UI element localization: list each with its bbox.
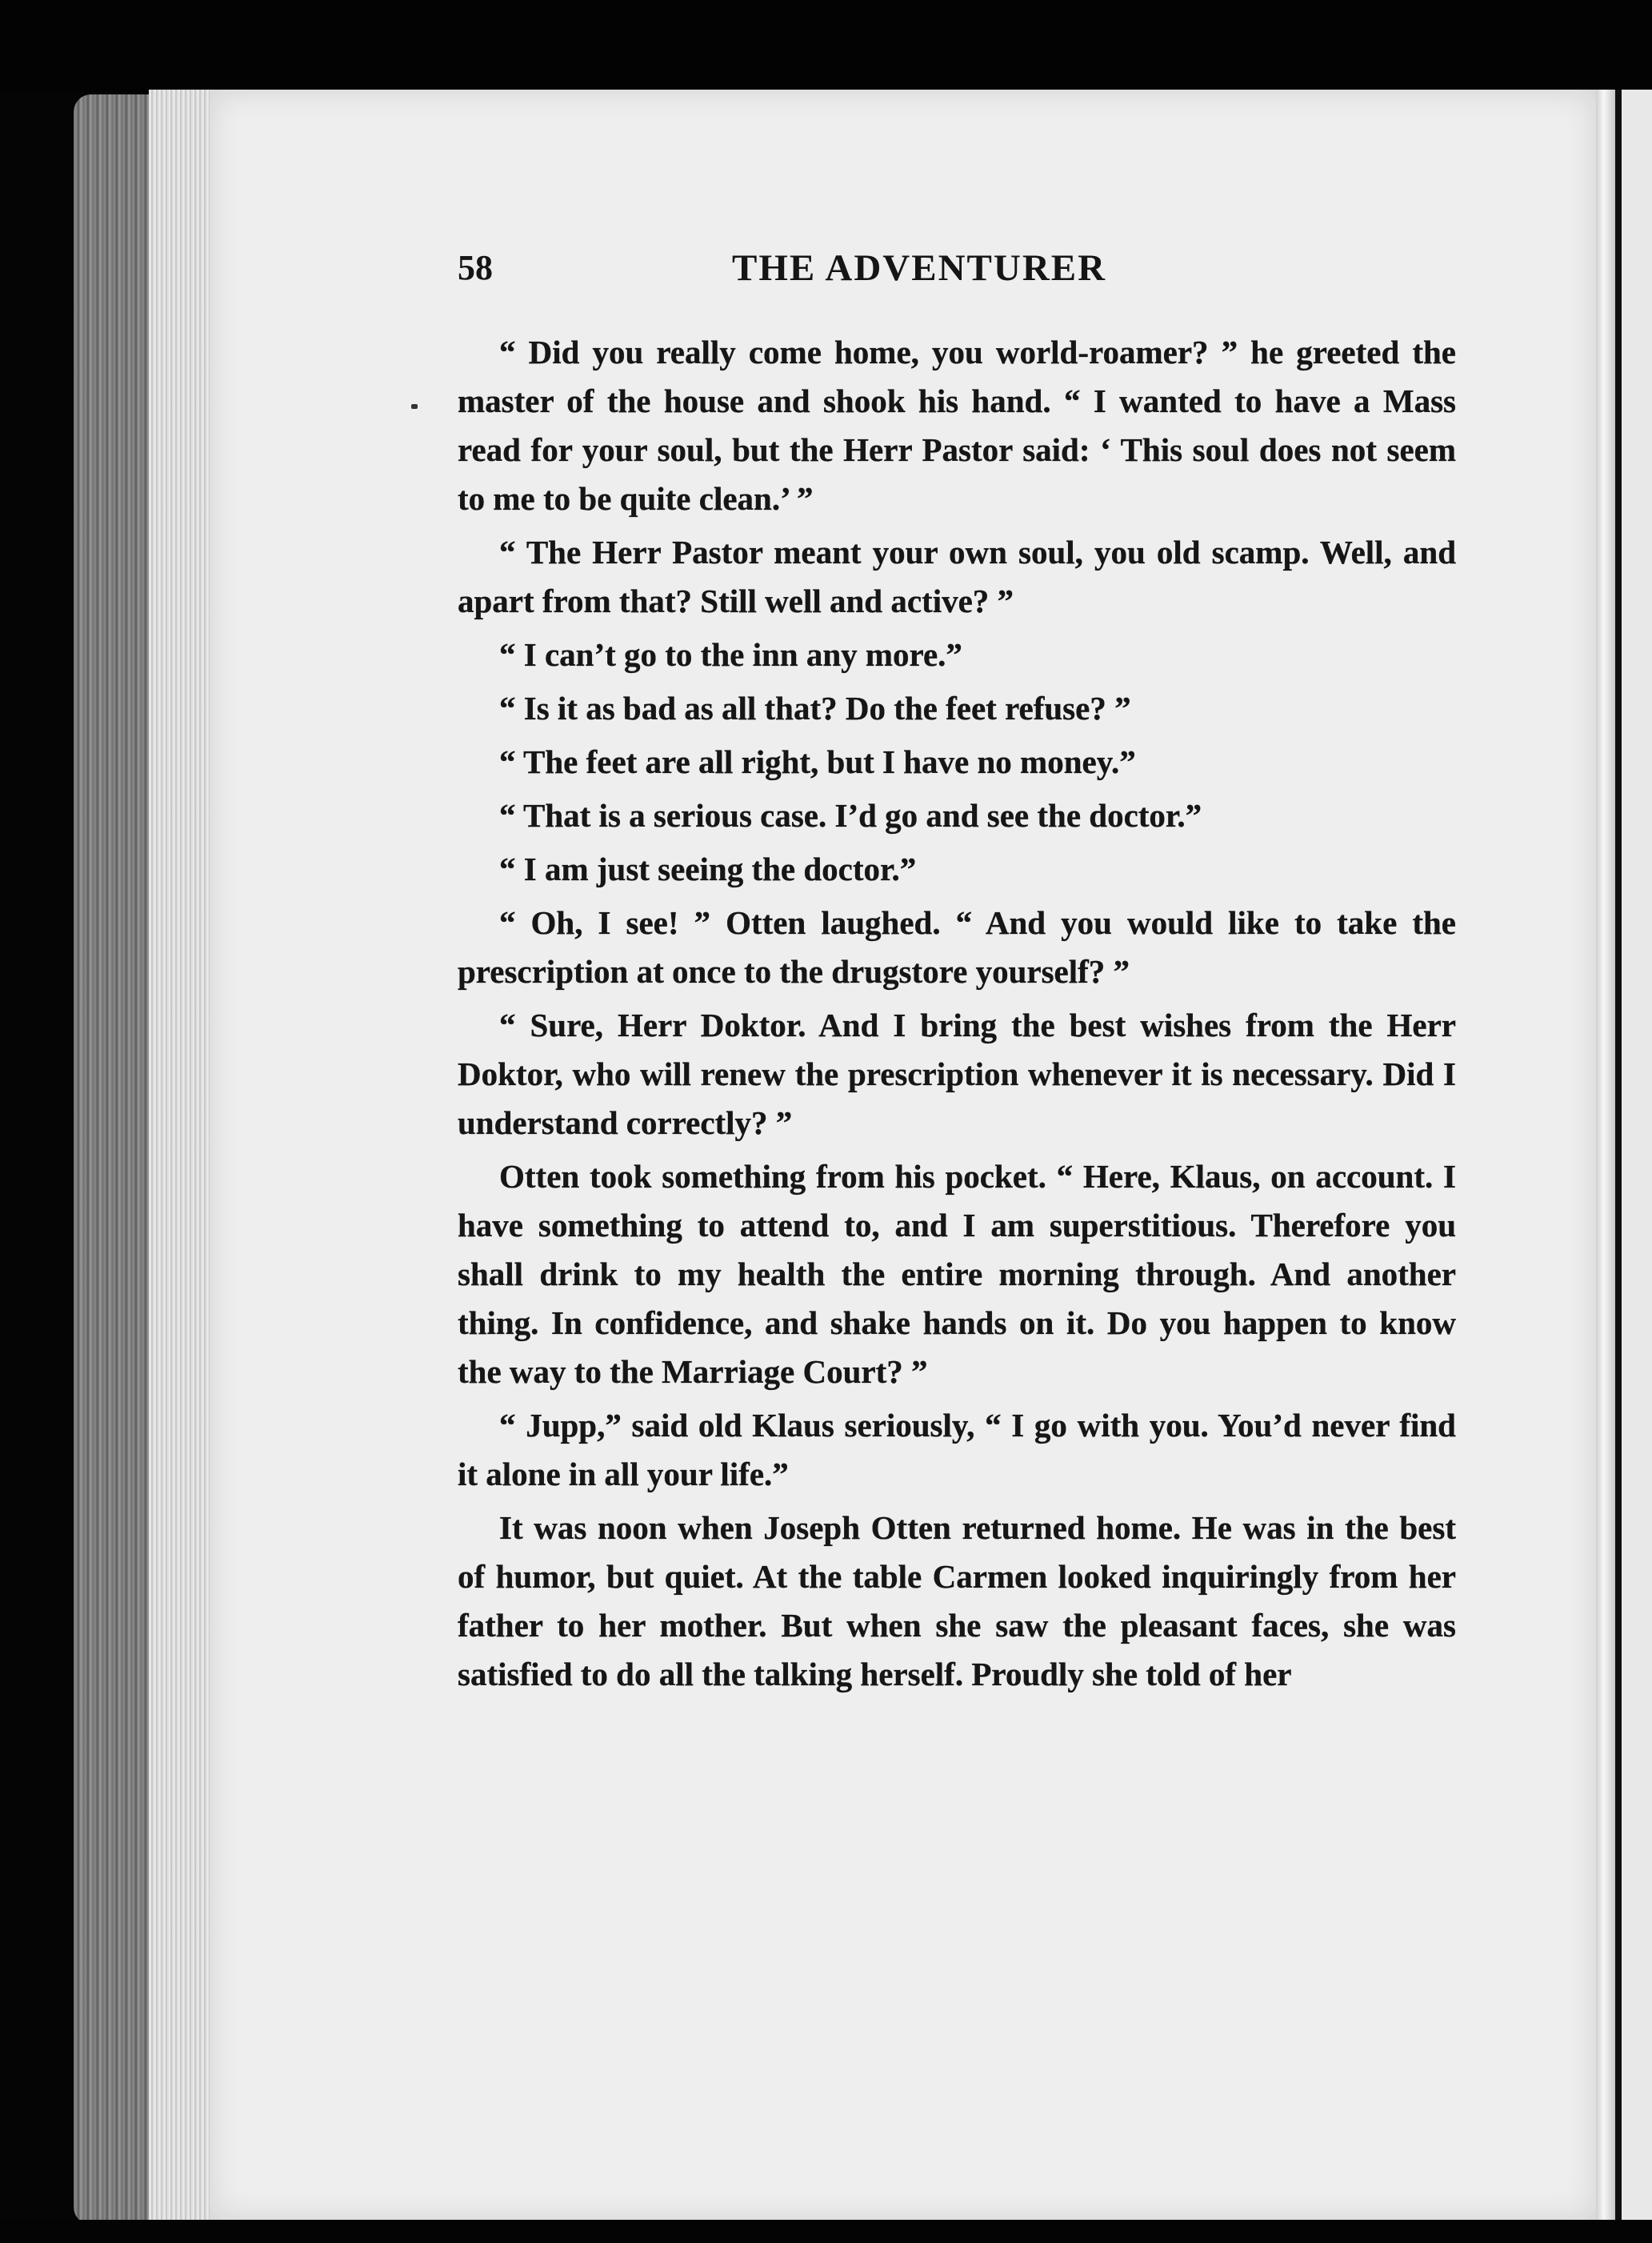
paragraph: “ The Herr Pastor meant your own soul, you old scamp. Well, and apart from that? Still well and active? ” [458, 534, 1456, 619]
page-header [458, 244, 1450, 292]
stray-ink-mark [411, 404, 418, 409]
paragraph: “ That is a serious case. I’d go and see the doctor.” [499, 797, 1202, 834]
right-margin [1622, 90, 1652, 2220]
scan-bottom-border [0, 2220, 1652, 2243]
body-text [458, 328, 1456, 1699]
paragraph: “ I can’t go to the inn any more.” [499, 636, 962, 673]
paragraph: “ Oh, I see! ” Otten laughed. “ And you would like to take the prescription at once to the drugstore yourself? ” [458, 904, 1456, 990]
right-gutter-bar [1615, 90, 1622, 2220]
paragraph: “ I am just seeing the doctor.” [499, 851, 917, 887]
paragraph: It was noon when Joseph Otten returned home. He was in the best of humor, but quiet. At the table Carmen looked inquiringly from her father to her mother. But when she saw the pleasant faces, she was satisfied to do all the talking herself. Proudly she told of her [458, 1509, 1456, 1692]
paragraph: “ The feet are all right, but I have no money.” [499, 743, 1136, 780]
page-number: 58 [458, 248, 493, 287]
paragraph: “ Did you really come home, you world-roamer? ” he greeted the master of the house and shook his hand. “ I wanted to have a Mass read for your soul, but the Herr Pastor said: ‘ This soul does not seem to me to be quite clean.’ ” [458, 334, 1456, 517]
paragraph: Otten took something from his pocket. “ Here, Klaus, on account. I have something to attend to, and I am superstitious. Therefore you shall drink to my health the entire morning through. And another thing. In confidence, and shake hands on it. Do you happen to know the way to the Marriage Court? ” [458, 1158, 1456, 1390]
scan-top-border [0, 0, 1652, 92]
page-edges [149, 90, 213, 2226]
paragraph: “ Is it as bad as all that? Do the feet refuse? ” [499, 690, 1131, 727]
paragraph: “ Jupp,” said old Klaus seriously, “ I go with you. You’d never find it alone in all your life.” [458, 1407, 1456, 1492]
right-page-edge [1596, 90, 1615, 2220]
running-head: THE ADVENTURER [732, 247, 1107, 289]
paragraph: “ Sure, Herr Doktor. And I bring the best wishes from the Herr Doktor, who will renew the prescription whenever it is necessary. Did I understand correctly? ” [458, 1007, 1456, 1141]
